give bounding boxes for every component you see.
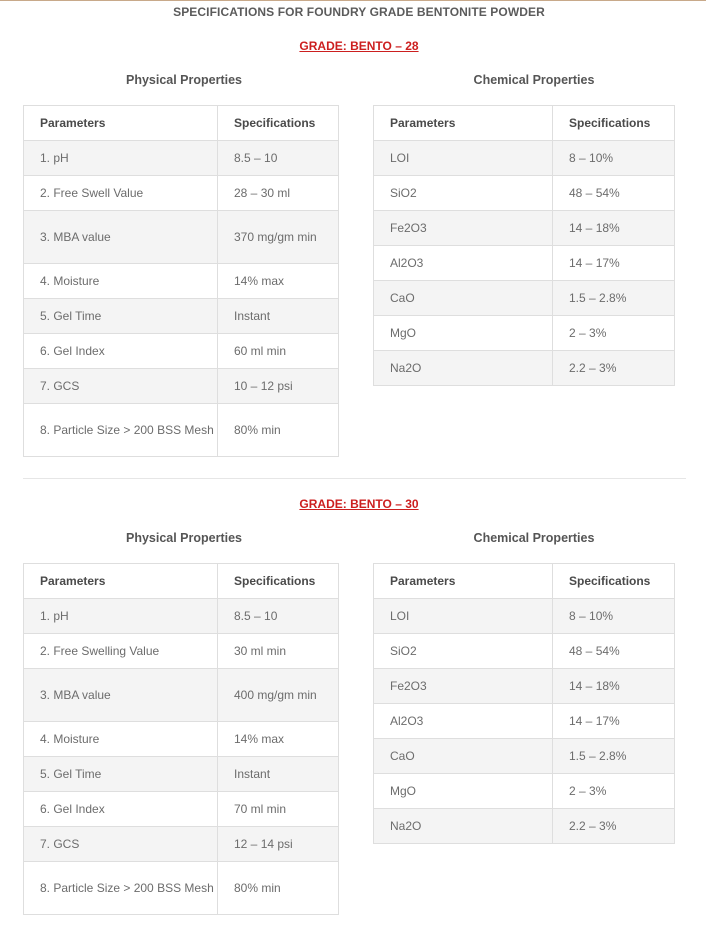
table-row: [24, 757, 339, 792]
specification-cell: 370 mg/gm min: [218, 211, 339, 264]
specification-cell: 14 – 18%: [553, 669, 675, 704]
parameter-cell: Na2O: [374, 351, 553, 386]
column-header: Parameters: [374, 106, 553, 141]
parameter-cell: Al2O3: [374, 704, 553, 739]
parameter-cell: 5. Gel Time: [24, 299, 218, 334]
table-row: [374, 739, 675, 774]
table-row: [24, 334, 339, 369]
physical-properties-table: [23, 105, 339, 457]
column-header: Specifications: [553, 564, 675, 599]
specification-cell: 400 mg/gm min: [218, 669, 339, 722]
table-row: [24, 669, 339, 722]
table-row: [374, 774, 675, 809]
table-row: [374, 176, 675, 211]
grade-heading-bento-30: GRADE: BENTO – 30: [299, 497, 419, 511]
parameter-cell: 6. Gel Index: [24, 334, 218, 369]
parameter-cell: 8. Particle Size > 200 BSS Mesh: [24, 862, 218, 915]
parameter-cell: LOI: [374, 141, 553, 176]
table-row: [374, 246, 675, 281]
table-row: [24, 634, 339, 669]
specification-cell: 14% max: [218, 722, 339, 757]
table-row: [374, 351, 675, 386]
table-header-row: [374, 106, 675, 141]
specification-cell: 28 – 30 ml: [218, 176, 339, 211]
table-row: [374, 211, 675, 246]
specification-cell: 60 ml min: [218, 334, 339, 369]
specification-cell: 2 – 3%: [553, 316, 675, 351]
parameter-cell: 1. pH: [24, 599, 218, 634]
parameter-cell: SiO2: [374, 634, 553, 669]
specification-cell: 10 – 12 psi: [218, 369, 339, 404]
table-header-row: [24, 106, 339, 141]
specification-cell: 8.5 – 10: [218, 599, 339, 634]
parameter-cell: CaO: [374, 281, 553, 316]
specification-cell: 30 ml min: [218, 634, 339, 669]
parameter-cell: 2. Free Swelling Value: [24, 634, 218, 669]
specification-cell: 8 – 10%: [553, 599, 675, 634]
physical-properties-heading: Physical Properties: [125, 531, 243, 545]
section-divider: [23, 478, 686, 479]
table-row: [374, 141, 675, 176]
table-header-row: [24, 564, 339, 599]
specification-cell: 48 – 54%: [553, 176, 675, 211]
table-row: [374, 704, 675, 739]
table-row: [24, 264, 339, 299]
table-row: [24, 862, 339, 915]
parameter-cell: 5. Gel Time: [24, 757, 218, 792]
specification-cell: 14 – 17%: [553, 246, 675, 281]
specification-cell: 2.2 – 3%: [553, 351, 675, 386]
parameter-cell: CaO: [374, 739, 553, 774]
column-header: Specifications: [218, 564, 339, 599]
chemical-properties-table: [373, 563, 675, 844]
table-row: [24, 827, 339, 862]
specification-cell: 2 – 3%: [553, 774, 675, 809]
parameter-cell: Al2O3: [374, 246, 553, 281]
specification-cell: 8 – 10%: [553, 141, 675, 176]
table-row: [374, 316, 675, 351]
column-header: Specifications: [218, 106, 339, 141]
parameter-cell: 7. GCS: [24, 827, 218, 862]
grade-heading-bento-28: GRADE: BENTO – 28: [299, 39, 419, 53]
parameter-cell: LOI: [374, 599, 553, 634]
column-header: Parameters: [24, 564, 218, 599]
parameter-cell: SiO2: [374, 176, 553, 211]
specification-cell: 14 – 18%: [553, 211, 675, 246]
specification-cell: Instant: [218, 299, 339, 334]
table-row: [24, 176, 339, 211]
chemical-properties-table: [373, 105, 675, 386]
parameter-cell: 4. Moisture: [24, 264, 218, 299]
table-row: [24, 722, 339, 757]
specification-cell: 8.5 – 10: [218, 141, 339, 176]
parameter-cell: 2. Free Swell Value: [24, 176, 218, 211]
table-row: [374, 669, 675, 704]
table-row: [24, 404, 339, 457]
page-title: SPECIFICATIONS FOR FOUNDRY GRADE BENTONITE POWDER: [173, 5, 545, 19]
parameter-cell: 3. MBA value: [24, 211, 218, 264]
column-header: Parameters: [24, 106, 218, 141]
table-row: [24, 599, 339, 634]
top-border: [0, 0, 706, 1]
parameter-cell: 1. pH: [24, 141, 218, 176]
parameter-cell: Na2O: [374, 809, 553, 844]
specification-cell: 2.2 – 3%: [553, 809, 675, 844]
specification-cell: 1.5 – 2.8%: [553, 281, 675, 316]
table-row: [24, 369, 339, 404]
physical-properties-heading: Physical Properties: [125, 73, 243, 87]
table-row: [24, 299, 339, 334]
parameter-cell: 3. MBA value: [24, 669, 218, 722]
physical-properties-table: [23, 563, 339, 915]
parameter-cell: Fe2O3: [374, 669, 553, 704]
parameter-cell: MgO: [374, 774, 553, 809]
specification-cell: 1.5 – 2.8%: [553, 739, 675, 774]
parameter-cell: MgO: [374, 316, 553, 351]
specification-cell: 12 – 14 psi: [218, 827, 339, 862]
parameter-cell: Fe2O3: [374, 211, 553, 246]
table-row: [24, 211, 339, 264]
chemical-properties-heading: Chemical Properties: [473, 531, 595, 545]
table-row: [24, 792, 339, 827]
table-header-row: [374, 564, 675, 599]
table-row: [374, 281, 675, 316]
parameter-cell: 7. GCS: [24, 369, 218, 404]
parameter-cell: 8. Particle Size > 200 BSS Mesh: [24, 404, 218, 457]
specification-cell: 48 – 54%: [553, 634, 675, 669]
table-row: [374, 599, 675, 634]
parameter-cell: 4. Moisture: [24, 722, 218, 757]
specification-cell: 14% max: [218, 264, 339, 299]
table-row: [374, 809, 675, 844]
specification-cell: Instant: [218, 757, 339, 792]
parameter-cell: 6. Gel Index: [24, 792, 218, 827]
specification-cell: 14 – 17%: [553, 704, 675, 739]
specification-cell: 80% min: [218, 862, 339, 915]
chemical-properties-heading: Chemical Properties: [473, 73, 595, 87]
specification-cell: 80% min: [218, 404, 339, 457]
table-row: [374, 634, 675, 669]
specification-cell: 70 ml min: [218, 792, 339, 827]
table-row: [24, 141, 339, 176]
column-header: Specifications: [553, 106, 675, 141]
column-header: Parameters: [374, 564, 553, 599]
